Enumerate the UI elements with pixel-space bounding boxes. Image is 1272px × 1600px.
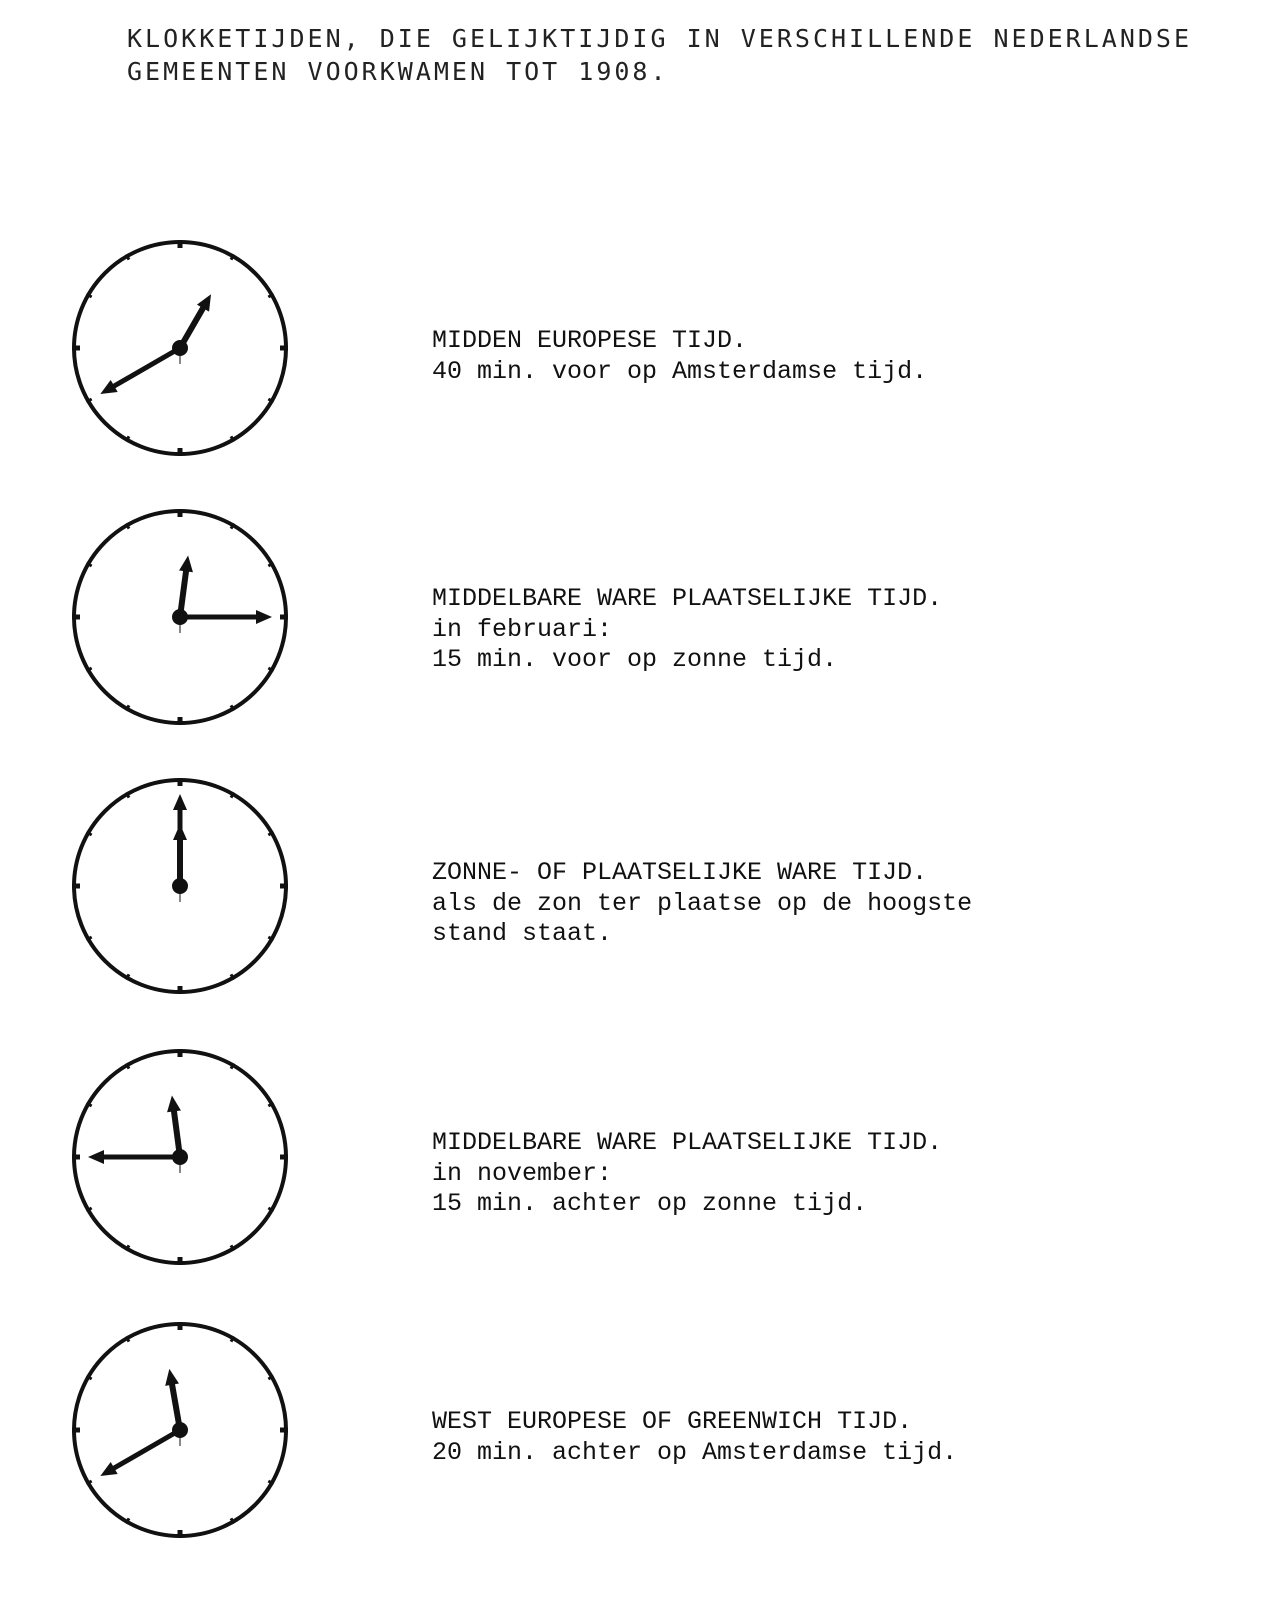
clock-description-zonne-tijd <box>432 858 972 950</box>
clock-label: ZONNE- OF PLAATSELIJKE WARE TIJD. <box>432 858 928 887</box>
clock-note-line: 20 min. achter op Amsterdamse tijd. <box>432 1437 958 1467</box>
clock-face-november <box>68 1045 292 1269</box>
minute-hand <box>114 348 180 386</box>
minute-hand-arrowhead <box>173 794 187 810</box>
clock-icon <box>68 774 292 998</box>
title-line-2: GEMEENTEN VOORKWAMEN TOT 1908. <box>127 57 669 86</box>
clock-face-zonne-tijd <box>68 774 292 998</box>
clock-note-line: in november: <box>432 1158 613 1188</box>
clock-label: MIDDELBARE WARE PLAATSELIJKE TIJD. <box>432 584 943 613</box>
clock-label: MIDDELBARE WARE PLAATSELIJKE TIJD. <box>432 1128 943 1157</box>
clock-icon <box>68 236 292 460</box>
clock-label: WEST EUROPESE OF GREENWICH TIJD. <box>432 1407 913 1436</box>
hour-hand-arrowhead <box>167 1096 181 1113</box>
clock-note-line: 15 min. achter op zonne tijd. <box>432 1189 868 1218</box>
clock-icon <box>68 505 292 729</box>
document-title <box>127 22 1192 88</box>
hour-hand-arrowhead <box>179 556 193 573</box>
minute-hand-arrowhead <box>256 610 272 624</box>
clock-note-line: in februari: <box>432 614 613 644</box>
clock-description-greenwich <box>432 1407 957 1468</box>
hour-hand-arrowhead <box>165 1369 179 1386</box>
clock-face-midden-europese <box>68 236 292 460</box>
clock-note-line: 40 min. voor op Amsterdamse tijd. <box>432 356 928 386</box>
clock-face-februari <box>68 505 292 729</box>
clock-icon <box>68 1045 292 1269</box>
clock-note-line: 15 min. voor op zonne tijd. <box>432 645 838 674</box>
minute-hand <box>114 1430 180 1468</box>
clock-label: MIDDEN EUROPESE TIJD. <box>432 326 748 355</box>
clock-note-line: als de zon ter plaatse op de hoogste <box>432 888 973 918</box>
clock-description-november <box>432 1128 942 1220</box>
clock-face-greenwich <box>68 1318 292 1542</box>
title-line-1: KLOKKETIJDEN, DIE GELIJKTIJDIG IN VERSCHILLENDE NEDERLANDSE <box>127 24 1193 53</box>
clock-description-februari <box>432 584 942 676</box>
clock-icon <box>68 1318 292 1542</box>
clock-note-line: stand staat. <box>432 919 613 948</box>
clock-description-midden-europese <box>432 326 927 387</box>
minute-hand-arrowhead <box>88 1150 104 1164</box>
